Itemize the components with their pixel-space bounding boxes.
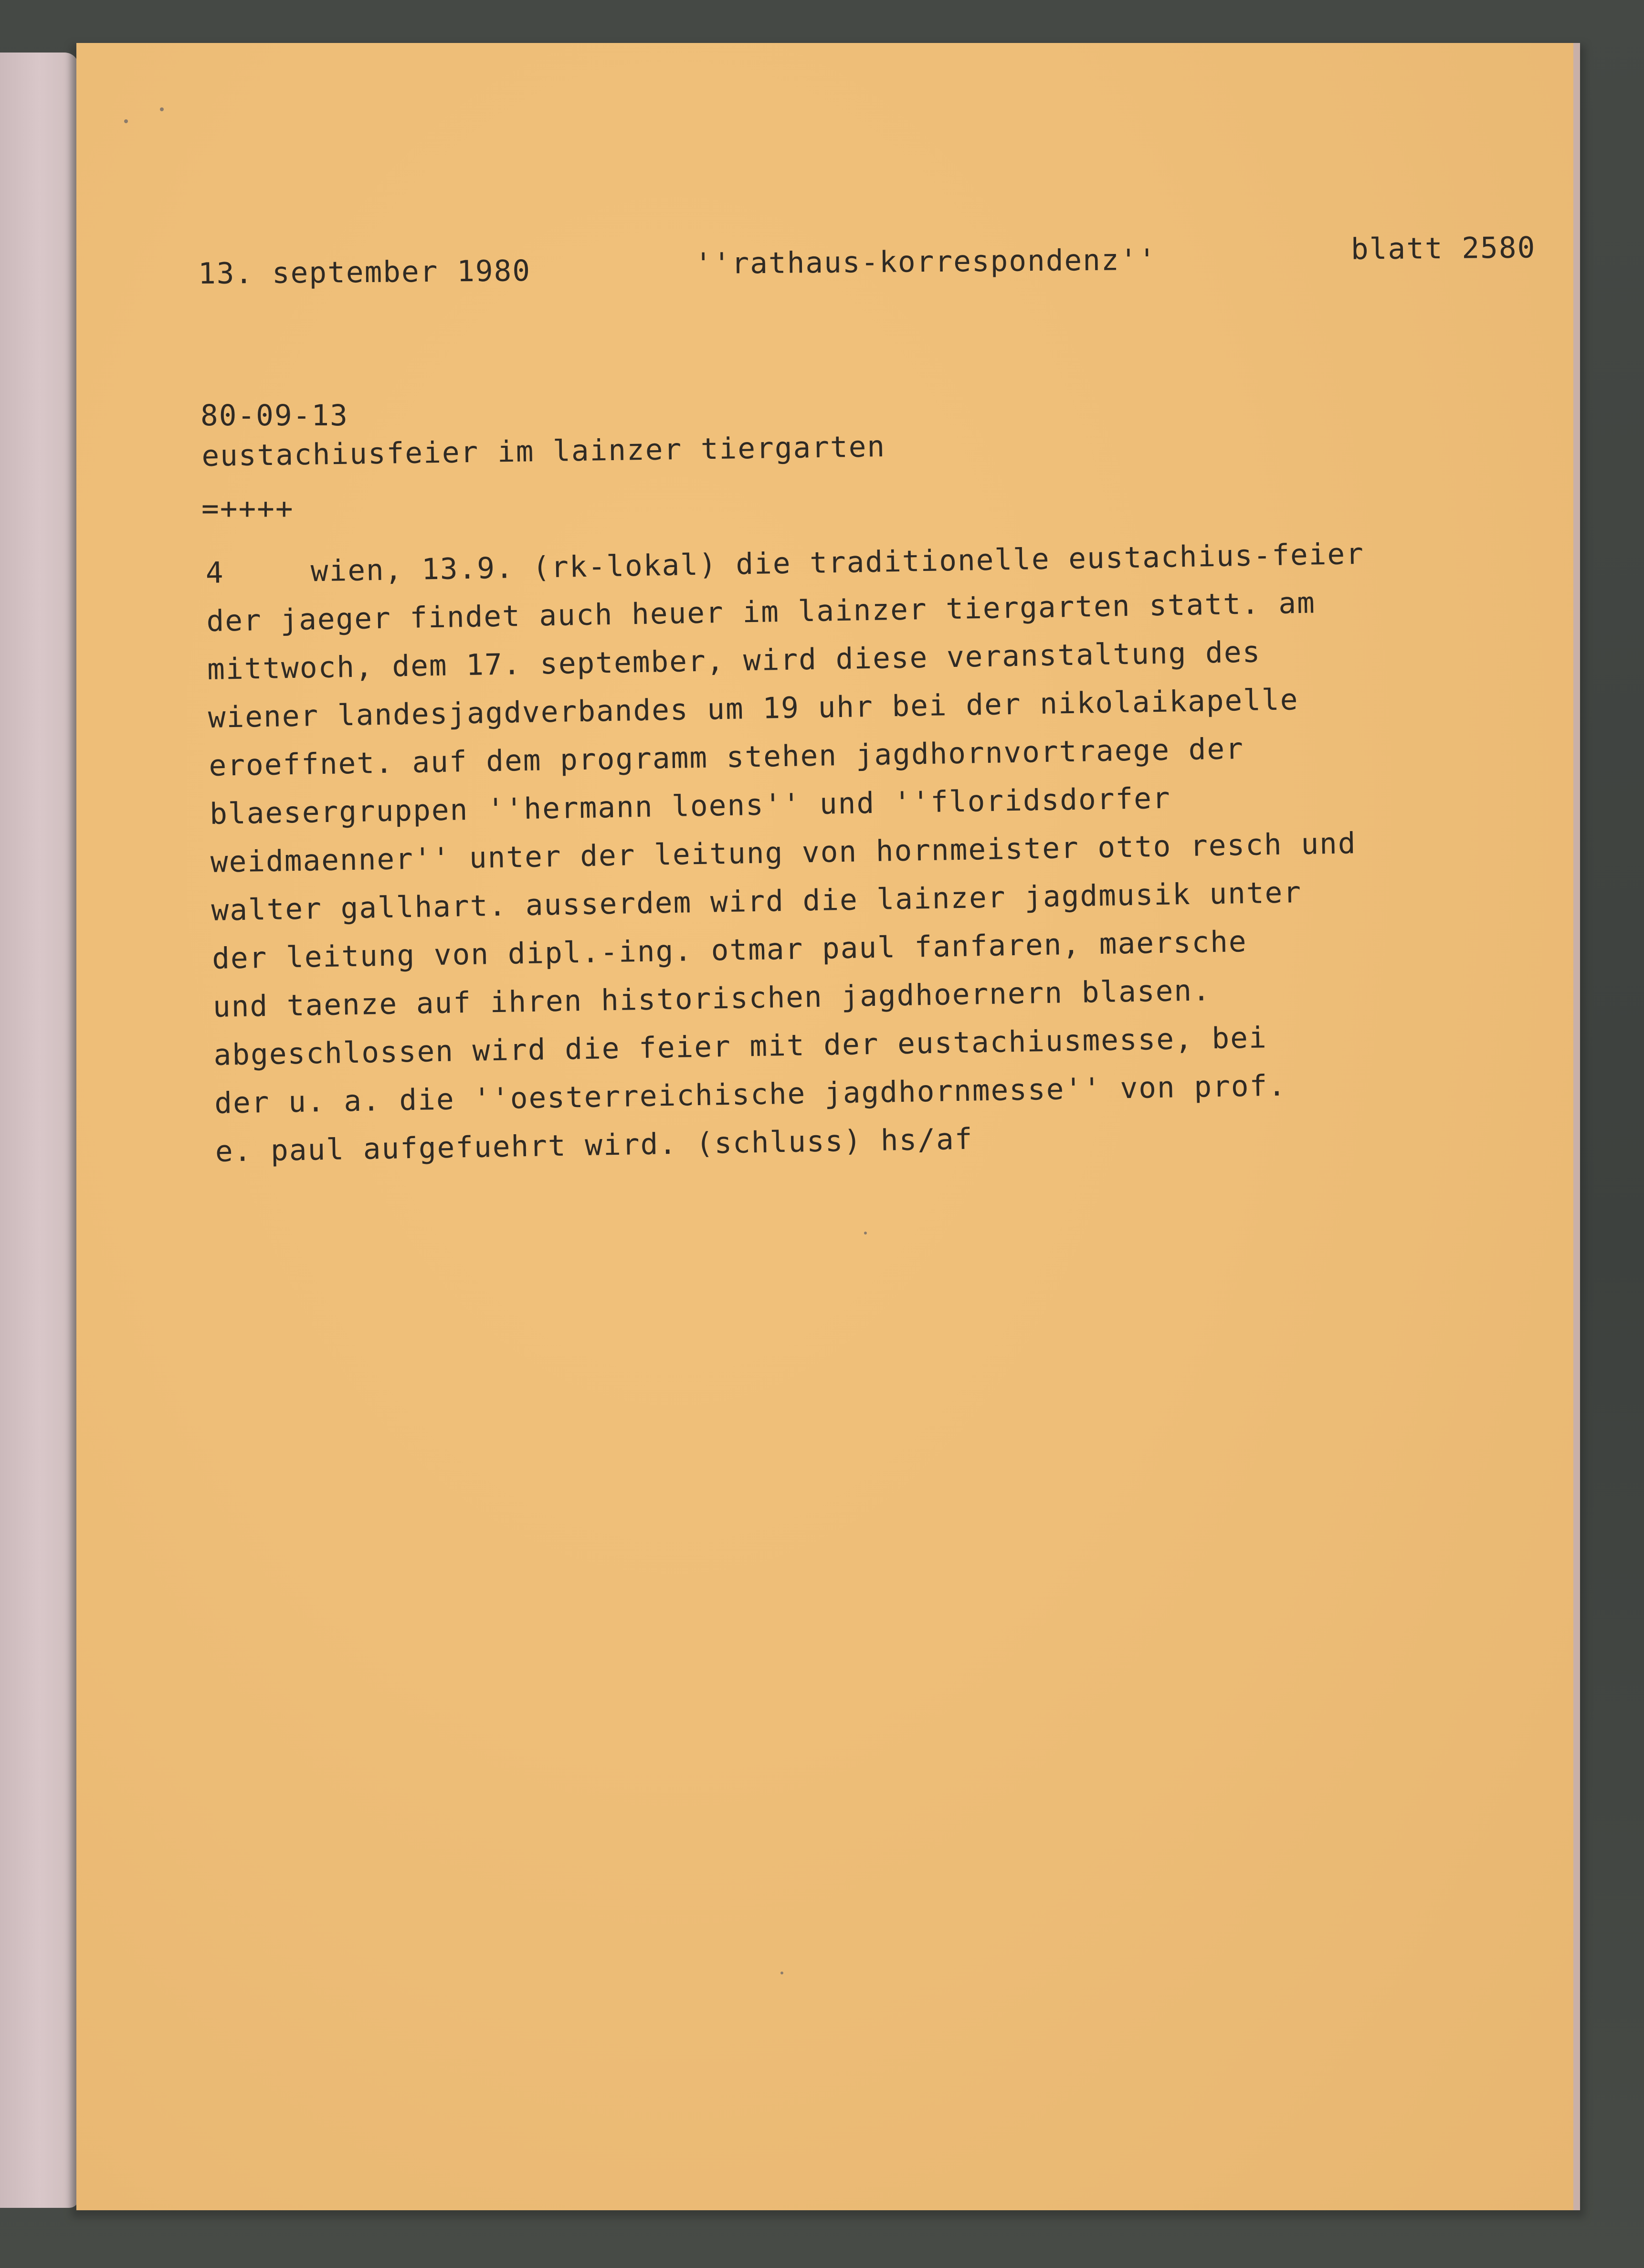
paper-speck xyxy=(864,1232,867,1234)
body-line: mittwoch, dem 17. september, wird diese veranstaltung des xyxy=(207,635,1261,686)
article-number: 4 xyxy=(205,556,225,590)
article-separator: =++++ xyxy=(201,492,294,526)
body-line: walter gallhart. ausserdem wird die lainzer jagdmusik unter xyxy=(211,876,1302,928)
adjacent-page-edge xyxy=(0,53,79,2208)
body-line: der u. a. die ''oesterreichische jagdhornmesse'' von prof. xyxy=(214,1068,1287,1120)
body-line: e. paul aufgefuehrt wird. (schluss) hs/af xyxy=(215,1122,974,1169)
article-code: 80-09-13 xyxy=(200,399,348,433)
paper-speck xyxy=(780,1972,783,1974)
body-line: eroeffnet. auf dem programm stehen jagdhornvortraege der xyxy=(208,731,1244,783)
header-sheet-number: blatt 2580 xyxy=(1350,231,1536,266)
body-line: der jaeger findet auch heuer im lainzer tiergarten statt. am xyxy=(206,586,1316,638)
paper-speck xyxy=(160,107,164,111)
body-line: wiener landesjagdverbandes um 19 uhr bei der nikolaikapelle xyxy=(208,683,1299,735)
body-line: und taenze auf ihren historischen jagdhoernern blasen. xyxy=(212,973,1212,1024)
body-line: weidmaenner'' unter der leitung von hornmeister otto resch und xyxy=(210,826,1357,879)
body-line: blaesergruppen ''hermann loens'' und ''floridsdorfer xyxy=(209,781,1171,831)
paper-speck xyxy=(124,119,128,123)
article-body xyxy=(205,530,1374,1176)
document-page xyxy=(76,43,1580,2210)
body-line: abgeschlossen wird die feier mit der eustachiusmesse, bei xyxy=(213,1021,1268,1072)
header-date: 13. september 1980 xyxy=(198,253,531,291)
article-headline: eustachiusfeier im lainzer tiergarten xyxy=(201,429,886,473)
header-publication: ''rathaus-korrespondenz'' xyxy=(694,243,1157,281)
body-line: der leitung von dipl.-ing. otmar paul fanfaren, maersche xyxy=(211,924,1248,976)
body-line: 4 wien, 13.9. (rk-lokal) die traditionelle eustachius-feier xyxy=(205,530,1365,597)
